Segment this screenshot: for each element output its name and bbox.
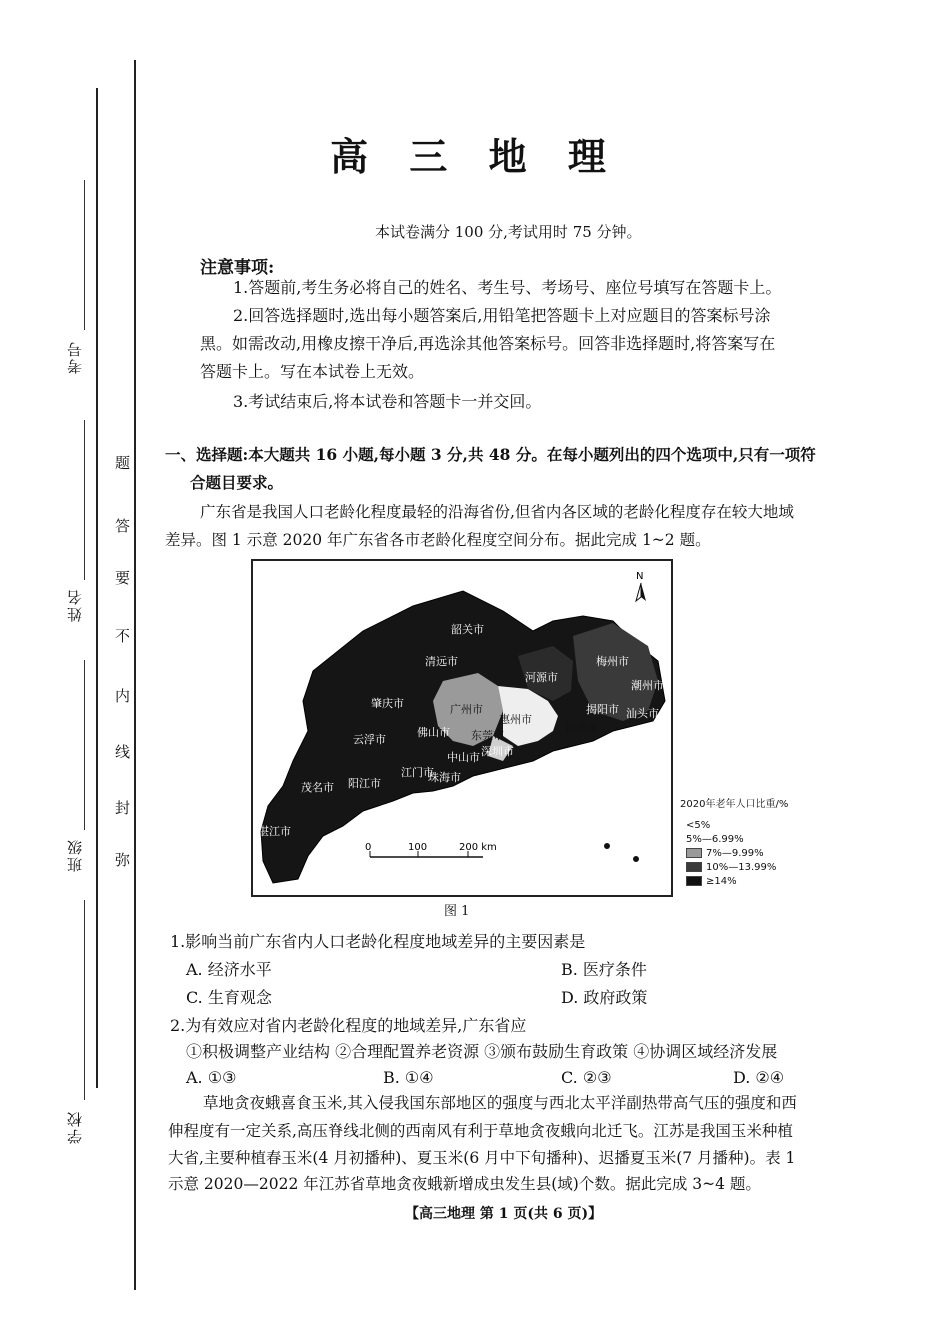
legend-entry	[686, 834, 744, 845]
passage-text: 伸程度有一定关系,高压脊线北侧的西南风有利于草地贪夜蛾向北迁飞。江苏是我国玉米种植	[168, 1122, 793, 1140]
city-label: 河源市	[525, 671, 558, 684]
city-label: 深圳市	[481, 745, 514, 758]
city-label: 湛江市	[258, 825, 291, 838]
page-title: 高 三 地 理	[330, 134, 620, 179]
q2-option-c[interactable]: C. ②③	[561, 1068, 612, 1087]
legend-entry	[686, 876, 737, 887]
city-label: 佛山市	[417, 726, 450, 739]
figure-caption: 图 1	[444, 904, 470, 919]
city-label: 梅州市	[596, 655, 629, 668]
city-label: 中山市	[447, 751, 480, 764]
school-underline[interactable]	[84, 900, 85, 1100]
north-label: N	[636, 571, 644, 582]
city-label: 江门市	[401, 766, 434, 779]
seal-char: 答	[113, 518, 131, 533]
city-label: 韶关市	[451, 623, 484, 636]
scale-label: 0	[365, 842, 372, 853]
seal-char: 要	[113, 570, 131, 585]
north-arrow	[636, 571, 646, 601]
legend-label: 7%—9.99%	[706, 848, 764, 859]
label-school: 学校	[66, 1110, 84, 1144]
city-label: 东莞市	[471, 729, 504, 742]
q1-option-b[interactable]: B. 医疗条件	[561, 960, 647, 979]
guangdong-map	[251, 559, 673, 897]
city-label: 广州市	[450, 703, 483, 716]
city-label: 清远市	[425, 655, 458, 668]
q1-option-c[interactable]: C. 生育观念	[186, 988, 272, 1007]
exam-number-underline[interactable]	[84, 180, 85, 330]
seal-char: 不	[113, 628, 131, 643]
notice-heading: 注意事项:	[200, 258, 275, 278]
city-label: 云浮市	[353, 733, 386, 746]
margin-line-outer	[96, 88, 98, 1088]
page-footer: 【高三地理 第 1 页(共 6 页)】	[405, 1206, 603, 1222]
seal-char: 题	[113, 455, 131, 470]
legend-entry	[686, 848, 764, 859]
city-label: 惠州市	[499, 713, 532, 726]
city-label: 肇庆市	[371, 697, 404, 710]
label-exam-number: 考号	[66, 340, 84, 374]
island	[633, 856, 639, 862]
legend-label: 10%—13.99%	[706, 862, 777, 873]
label-class: 班级	[66, 838, 84, 872]
question-1-stem: 1.影响当前广东省内人口老龄化程度地域差异的主要因素是	[170, 932, 586, 951]
legend-entry	[686, 820, 710, 831]
legend-entry	[686, 862, 776, 873]
notice-item: 2.回答选择题时,选出每小题答案后,用铅笔把答题卡上对应题目的答案标号涂	[233, 306, 771, 325]
passage-text: 大省,主要种植春玉米(4 月初播种)、夏玉米(6 月中下旬播种)、迟播夏玉米(7 月播种)。表 1	[168, 1149, 796, 1167]
city-label: 汕头市	[626, 707, 659, 720]
q2-option-d[interactable]: D. ②④	[733, 1068, 785, 1087]
class-underline[interactable]	[84, 660, 85, 830]
question-2-stem: 2.为有效应对省内老龄化程度的地域差异,广东省应	[170, 1016, 527, 1035]
notice-item: 1.答题前,考生务必将自己的姓名、考生号、考场号、座位号填写在答题卡上。	[233, 278, 782, 297]
map-svg	[253, 561, 671, 895]
notice-item: 答题卡上。写在本试卷上无效。	[200, 362, 425, 381]
notice-item: 3.考试结束后,将本试卷和答题卡一并交回。	[233, 392, 542, 411]
scale-bar	[365, 842, 497, 857]
section-heading: 一、选择题:本大题共 16 小题,每小题 3 分,共 48 分。在每小题列出的四个选项中,只有一项符	[165, 445, 816, 464]
passage-text: 广东省是我国人口老龄化程度最轻的沿海省份,但省内各区域的老龄化程度存在较大地域	[200, 503, 794, 521]
notice-item: 黑。如需改动,用橡皮擦干净后,再选涂其他答案标号。回答非选择题时,将答案写在	[200, 334, 776, 353]
scale-label: 200 km	[459, 842, 497, 853]
city-label: 阳江市	[348, 777, 381, 790]
city-label: 茂名市	[301, 781, 334, 794]
passage-text: 草地贪夜蛾喜食玉米,其入侵我国东部地区的强度与西北太平洋副热带高气压的强度和西	[203, 1094, 797, 1112]
city-label: 潮州市	[631, 679, 664, 692]
seal-char: 线	[113, 744, 131, 759]
city-label: 揭阳市	[586, 703, 619, 716]
legend-swatch	[686, 848, 702, 858]
q1-option-a[interactable]: A. 经济水平	[186, 960, 272, 979]
city-label: 珠海市	[428, 771, 461, 784]
margin-line-inner	[134, 60, 136, 1290]
legend-label: <5%	[686, 820, 711, 831]
name-underline[interactable]	[84, 420, 85, 580]
exam-intro: 本试卷满分 100 分,考试用时 75 分钟。	[375, 223, 642, 241]
island	[604, 843, 610, 849]
label-name: 姓名	[66, 588, 84, 622]
seal-char: 弥	[113, 852, 131, 867]
legend-title: 2020年老年人口比重/%	[680, 799, 789, 810]
legend-label: 5%—6.99%	[686, 834, 744, 845]
seal-char: 封	[113, 800, 131, 815]
legend-swatch	[686, 862, 702, 872]
passage-text: 差异。图 1 示意 2020 年广东省各市老龄化程度空间分布。据此完成 1~2 题。	[165, 531, 711, 549]
city-label: 汕尾市	[565, 721, 598, 734]
section-heading-cont: 合题目要求。	[190, 473, 284, 492]
scale-label: 100	[408, 842, 428, 853]
q2-option-b[interactable]: B. ①④	[383, 1068, 434, 1087]
legend-swatch	[686, 876, 702, 886]
q1-option-d[interactable]: D. 政府政策	[561, 988, 648, 1007]
seal-char: 内	[113, 688, 131, 703]
q2-option-a[interactable]: A. ①③	[186, 1068, 237, 1087]
legend-label: ≥14%	[706, 876, 737, 887]
passage-text: 示意 2020—2022 年江苏省草地贪夜蛾新增成虫发生县(域)个数。据此完成 3~4 题。	[168, 1175, 761, 1193]
q2-statements: ①积极调整产业结构 ②合理配置养老资源 ③颁布鼓励生育政策 ④协调区域经济发展	[186, 1042, 778, 1061]
